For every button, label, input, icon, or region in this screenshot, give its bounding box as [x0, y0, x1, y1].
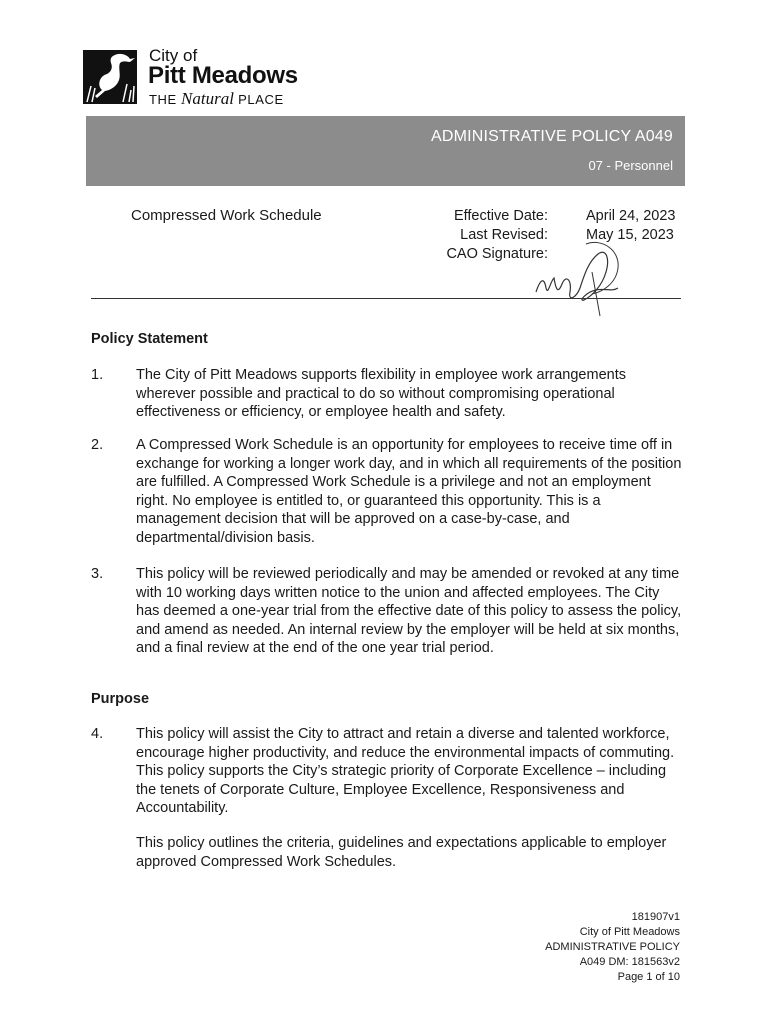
logo-city-of: City of: [149, 46, 198, 65]
footer-city: City of Pitt Meadows: [579, 926, 680, 938]
policy-banner: [86, 116, 685, 186]
city-logo: [83, 46, 323, 108]
header-divider: [91, 298, 681, 299]
cao-signature-image: [526, 232, 626, 318]
footer-dm-number: A049 DM: 181563v2: [579, 956, 680, 968]
last-revised-value: May 15, 2023: [586, 227, 674, 243]
list-item-text: This policy will be reviewed periodically and may be amended or revoked at any time with 10 working days written notice to the union and affected employees. The City has deemed a one-year trial from the effective date of this policy to assess the policy, and amend as needed. An internal review by the employer will be held at six months, and a final review at the end of the one year trial period.: [136, 566, 682, 657]
list-item: [91, 725, 691, 818]
purpose-note: This policy outlines the criteria, guidelines and expectations applicable to employer approved Compressed Work Schedules.: [136, 835, 667, 870]
list-item: [91, 565, 691, 658]
list-item: [91, 366, 691, 422]
logo-pitt-meadows: Pitt Meadows: [148, 62, 298, 89]
footer-policy-type: ADMINISTRATIVE POLICY: [545, 941, 680, 953]
policy-title: ADMINISTRATIVE POLICY A049: [430, 128, 673, 145]
policy-section: 07 - Personnel: [588, 158, 673, 173]
purpose-heading: Purpose: [91, 691, 150, 707]
list-item-text: This policy will assist the City to attract and retain a diverse and talented workforce, encourage higher productivity, and reduce the environmental impacts of commuting. This policy supports the City’s strategic priority of Corporate Excellence – including the tenets of Corporate Culture, Employee Excellence, Responsiveness and Accountability.: [136, 726, 675, 817]
list-item: [91, 436, 691, 548]
logo-tagline-the: THE: [149, 92, 177, 107]
footer-doc-version: 181907v1: [631, 911, 680, 923]
logo-tagline: [149, 89, 284, 109]
policy-statement-heading: Policy Statement: [91, 331, 208, 347]
list-item-number: 3.: [91, 566, 104, 582]
logo-tagline-place: PLACE: [238, 92, 284, 107]
last-revised-label: Last Revised:: [460, 227, 548, 243]
footer-page-number: Page 1 of 10: [617, 971, 680, 983]
document-footer: [545, 910, 680, 985]
heron-logo-icon: [83, 46, 141, 104]
cao-signature-label: CAO Signature:: [446, 246, 548, 262]
list-item-text: A Compressed Work Schedule is an opportunity for employees to receive time off in exchange for working a longer work day, and in which all requirements of the position are fulfilled. A Compressed Work Schedule is a privilege and not an employment right. No employee is entitled to, or guaranteed this opportunity. This is a management decision that will be approved on a case-by-case, and departmental/division basis.: [136, 437, 682, 546]
logo-tagline-natural: Natural: [181, 89, 234, 108]
policy-name: Compressed Work Schedule: [131, 207, 322, 224]
list-item-number: 2.: [91, 437, 104, 453]
list-item-number: 1.: [91, 367, 104, 383]
effective-date-value: April 24, 2023: [586, 208, 676, 224]
effective-date-label: Effective Date:: [453, 208, 548, 224]
list-item-text: The City of Pitt Meadows supports flexibility in employee work arrangements wherever possible and practical to do so without compromising operational effectiveness or efficiency, or employee health and safety.: [136, 367, 626, 421]
list-item-number: 4.: [91, 726, 104, 742]
